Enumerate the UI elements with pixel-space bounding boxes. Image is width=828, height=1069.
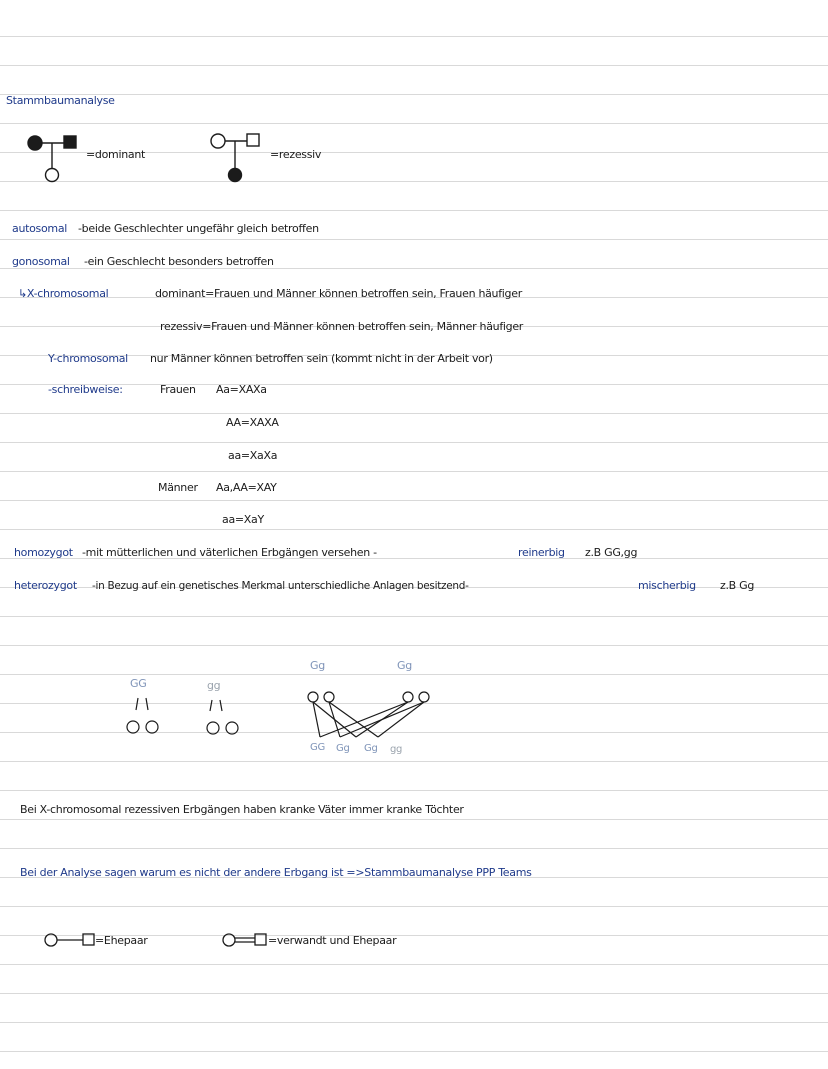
page-title: Stammbaumanalyse (6, 94, 115, 107)
parent-label-homozygous-recessive: gg (207, 679, 221, 692)
heterozygous-synonym: mischerbig (638, 579, 696, 592)
men-label: Männer (158, 481, 198, 494)
women-label: Frauen (160, 383, 196, 396)
x-chromosomal-term: ↳X-chromosomal (18, 287, 109, 300)
homozygous-example: z.B GG,gg (585, 546, 638, 559)
couple-label: =Ehepaar (95, 934, 148, 947)
parent-label-homozygous-dominant: GG (130, 677, 147, 690)
notation-term: -schreibweise: (48, 383, 123, 396)
men-genotype-1: Aa,AA=XAY (216, 481, 277, 494)
x-dominant-text: dominant=Frauen und Männer können betroffen sein, Frauen häufiger (155, 287, 522, 300)
gonosomal-definition: -ein Geschlecht besonders betroffen (84, 255, 274, 268)
related-couple-symbol-icon (223, 934, 266, 946)
offspring-label-4: gg (390, 744, 403, 755)
dominant-legend-label: =dominant (86, 148, 145, 161)
homozygous-term: homozygot (14, 546, 73, 559)
parent-label-hetero-1: Gg (310, 659, 325, 672)
autosomal-term: autosomal (12, 222, 68, 235)
heterozygous-example: z.B Gg (720, 579, 755, 592)
offspring-label-1: GG (310, 742, 325, 753)
men-genotype-2: aa=XaY (222, 513, 264, 526)
women-genotype-3: aa=XaXa (228, 449, 278, 462)
gg-homozygous-dominant-icon (127, 698, 158, 733)
y-chromosomal-text: nur Männer können betroffen sein (kommt nicht in der Arbeit vor) (150, 352, 493, 365)
homozygous-synonym: reinerbig (518, 546, 565, 559)
x-recessive-text: rezessiv=Frauen und Männer können betroffen sein, Männer häufiger (160, 320, 524, 333)
x-recessive-note: Bei X-chromosomal rezessiven Erbgängen haben kranke Väter immer kranke Töchter (20, 803, 464, 816)
gonosomal-term: gonosomal (12, 255, 70, 268)
y-chromosomal-term: Y-chromosomal (48, 352, 128, 365)
parent-label-hetero-2: Gg (397, 659, 412, 672)
recessive-legend-label: =rezessiv (270, 148, 322, 161)
women-genotype-1: Aa=XAXa (216, 383, 267, 396)
recessive-pedigree-icon (211, 134, 259, 182)
heterozygous-term: heterozygot (14, 579, 77, 592)
heterozygous-definition: -in Bezug auf ein genetisches Merkmal unterschiedliche Anlagen besitzend- (92, 580, 469, 592)
offspring-label-3: Gg (364, 743, 378, 754)
analysis-note: Bei der Analyse sagen warum es nicht der andere Erbgang ist =>Stammbaumanalyse PPP Teams (20, 866, 532, 879)
autosomal-definition: -beide Geschlechter ungefähr gleich betroffen (78, 222, 319, 235)
related-couple-label: =verwandt und Ehepaar (268, 934, 397, 947)
couple-symbol-icon (45, 934, 94, 946)
gg-homozygous-recessive-icon (207, 700, 238, 734)
women-genotype-2: AA=XAXA (226, 416, 279, 429)
homozygous-definition: -mit mütterlichen und väterlichen Erbgängen versehen - (82, 546, 377, 559)
gg-cross-diagram (308, 692, 429, 737)
offspring-label-2: Gg (336, 743, 350, 754)
dominant-pedigree-icon (28, 136, 76, 182)
